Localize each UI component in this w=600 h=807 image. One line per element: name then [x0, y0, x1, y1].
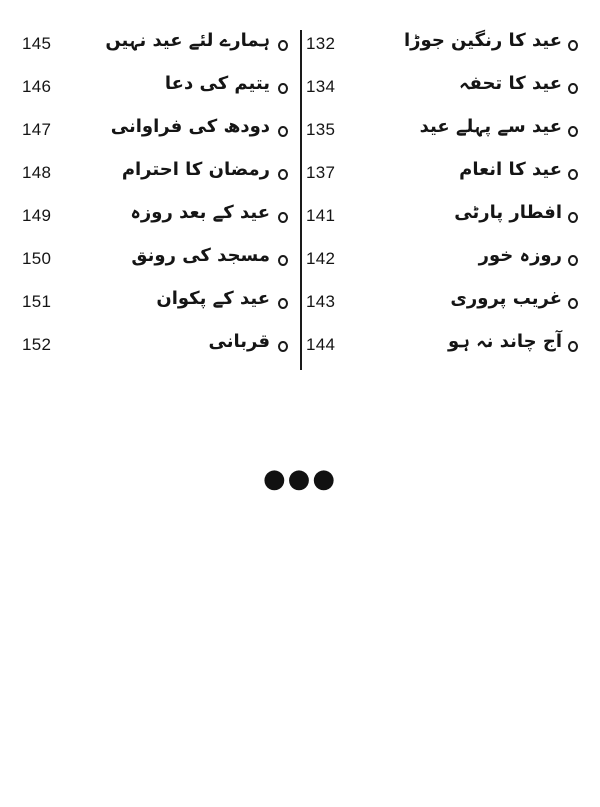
entry-page-number: 132	[306, 34, 336, 53]
bullet-circle-icon	[278, 40, 288, 51]
toc-entry	[8, 200, 294, 243]
bullet-circle-icon	[568, 126, 578, 137]
column-divider	[300, 30, 302, 370]
toc-entry	[306, 157, 592, 200]
entry-page-number: 143	[306, 292, 336, 311]
bullet-circle-icon	[278, 341, 288, 352]
toc-entry	[306, 71, 592, 114]
bullet-circle-icon	[278, 298, 288, 309]
entry-page-number: 141	[306, 206, 336, 225]
bullet-circle-icon	[568, 169, 578, 180]
bullet-circle-icon	[278, 169, 288, 180]
toc-entry	[8, 329, 294, 372]
entry-title: دودھ کی فراوانی	[110, 116, 270, 137]
entry-page-number: 135	[306, 120, 336, 139]
toc-entry	[8, 286, 294, 329]
entry-page-number: 151	[22, 292, 52, 311]
toc-column-right	[306, 28, 592, 372]
bullet-circle-icon	[278, 126, 288, 137]
entry-title: عید کے بعد روزہ	[130, 202, 270, 223]
toc-entry	[306, 28, 592, 71]
bullet-circle-icon	[568, 83, 578, 94]
entry-page-number: 148	[22, 163, 52, 182]
toc-entry	[8, 28, 294, 71]
entry-title: غریب پروری	[450, 288, 562, 309]
entry-title: یتیم کی دعا	[164, 73, 270, 94]
entry-page-number: 145	[22, 34, 52, 53]
bullet-circle-icon	[568, 40, 578, 51]
entry-page-number: 150	[22, 249, 52, 268]
entry-title: قربانی	[208, 331, 270, 352]
entry-page-number: 149	[22, 206, 52, 225]
entry-title: روزہ خور	[478, 245, 562, 266]
toc-entry	[8, 243, 294, 286]
toc-entry	[8, 114, 294, 157]
toc-entry	[306, 114, 592, 157]
entry-title: ہمارے لئے عید نہیں	[105, 30, 270, 51]
entry-title: عید سے پہلے عید	[419, 116, 562, 137]
toc-entry	[306, 243, 592, 286]
entry-title: مسجد کی رونق	[131, 245, 270, 266]
bullet-circle-icon	[568, 212, 578, 223]
bullet-circle-icon	[278, 212, 288, 223]
bullet-circle-icon	[568, 298, 578, 309]
toc-entry	[8, 157, 294, 200]
toc-entry	[306, 200, 592, 243]
entry-title: عید کا انعام	[459, 159, 562, 180]
entry-page-number: 137	[306, 163, 336, 182]
entry-title: عید کے پکوان	[156, 288, 270, 309]
entry-title: عید کا رنگین جوڑا	[404, 30, 562, 51]
bullet-circle-icon	[568, 255, 578, 266]
bullet-circle-icon	[278, 83, 288, 94]
entry-title: افطار پارٹی	[454, 202, 562, 223]
entry-title: آج چاند نہ ہو	[448, 331, 562, 352]
entry-page-number: 146	[22, 77, 52, 96]
entry-page-number: 152	[22, 335, 52, 354]
entry-page-number: 142	[306, 249, 336, 268]
entry-title: عید کا تحفہ	[458, 73, 562, 94]
entry-title: رمضان کا احترام	[121, 159, 270, 180]
toc-entry	[306, 329, 592, 372]
bullet-circle-icon	[278, 255, 288, 266]
toc-entry	[8, 71, 294, 114]
bullet-circle-icon	[568, 341, 578, 352]
entry-page-number: 144	[306, 335, 336, 354]
section-end-ellipsis: ●●●	[262, 464, 338, 494]
toc-entry	[306, 286, 592, 329]
entry-page-number: 147	[22, 120, 52, 139]
entry-page-number: 134	[306, 77, 336, 96]
toc-column-left	[8, 28, 294, 372]
